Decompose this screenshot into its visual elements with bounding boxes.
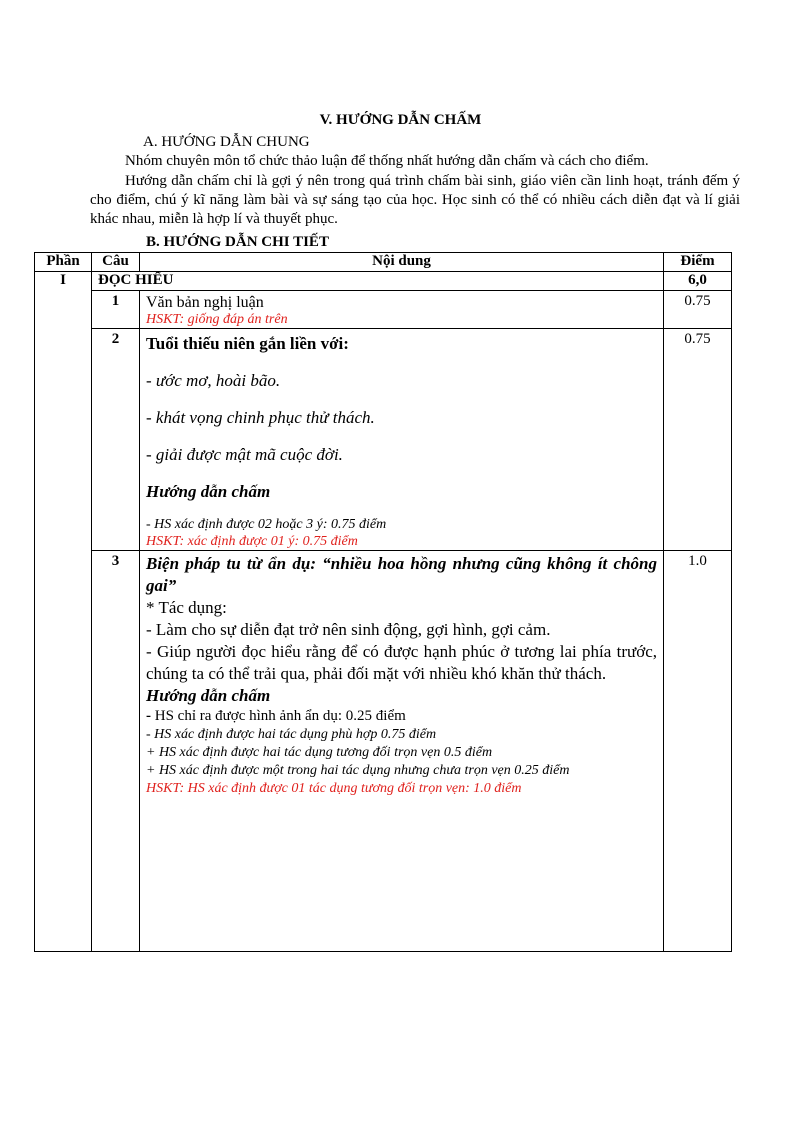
question-3-effect-title: * Tác dụng:: [146, 598, 227, 617]
question-1-number: 1: [92, 291, 140, 329]
table-row: [35, 291, 732, 329]
paragraph-1: [90, 152, 740, 171]
question-3-score: 1.0: [664, 551, 732, 952]
guide-bullet: -: [146, 708, 155, 724]
question-3-number: 3: [92, 551, 140, 952]
part-number: I: [35, 272, 92, 952]
question-3-content: [140, 551, 664, 952]
question-3-guide-1-text: HS chỉ ra được hình ảnh ẩn dụ: 0.25 điểm: [154, 708, 406, 724]
part-score: 6,0: [664, 272, 732, 291]
question-3-guide-1: [146, 707, 657, 726]
page-title: V. HƯỚNG DẪN CHẤM: [319, 112, 482, 128]
header-score: Điểm: [664, 253, 732, 272]
paragraph-2-text: Hướng dẫn chấm chỉ là gợi ý nên trong quá trình chấm bài sinh, giáo viên cần linh hoạt, tránh đếm ý cho điểm, chú ý kĩ năng làm bài và sự sáng tạo của học. Học sinh có thể có nhiều cách diễn đạt và lí giải khác nhau, miễn là hợp lí và thuyết phục.: [90, 173, 740, 227]
section-a-heading: A. HƯỚNG DẪN CHUNG: [143, 134, 310, 150]
question-3-effect-1: - Làm cho sự diễn đạt trở nên sinh động, gợi hình, gợi cảm.: [146, 620, 551, 639]
question-1-answer: Văn bản nghị luận: [146, 294, 264, 311]
part-label: ĐỌC HIỂU: [92, 272, 664, 291]
question-2-number: 2: [92, 329, 140, 551]
question-3-guide-2: - HS xác định được hai tác dụng phù hợp 0.75 điểm: [146, 727, 437, 742]
question-2-item-1: - ước mơ, hoài bão.: [146, 371, 281, 390]
question-2-hskt: HSKT: xác định được 01 ý: 0.75 điểm: [146, 534, 358, 549]
header-question: Câu: [92, 253, 140, 272]
table-header-row: [35, 253, 732, 272]
header-content: Nội dung: [140, 253, 664, 272]
paragraph-2: [90, 172, 740, 229]
grading-table: [34, 252, 732, 952]
question-3-guide-3: + HS xác định được hai tác dụng tương đối trọn vẹn 0.5 điểm: [146, 745, 493, 760]
table-row: [35, 329, 732, 551]
question-1-content: [140, 291, 664, 329]
question-3-hskt: HSKT: HS xác định được 01 tác dụng tương đối trọn vẹn: 1.0 điểm: [146, 781, 522, 796]
question-1-score: 0.75: [664, 291, 732, 329]
table-row: [35, 551, 732, 952]
header-part: Phần: [35, 253, 92, 272]
question-3-effect-2: - Giúp người đọc hiểu rằng để có được hạnh phúc ở tương lai phía trước, chúng ta có thể trải qua, phải đối mặt với nhiều khó khăn thử thách.: [146, 642, 657, 683]
section-b-heading: B. HƯỚNG DẪN CHI TIẾT: [146, 234, 329, 250]
question-2-item-2: - khát vọng chinh phục thử thách.: [146, 408, 375, 427]
question-2-guide: - HS xác định được 02 hoặc 3 ý: 0.75 điểm: [146, 517, 387, 532]
question-2-guide-title: Hướng dẫn chấm: [146, 482, 271, 501]
question-3-lead: Biện pháp tu từ ẩn dụ: “nhiều hoa hồng nhưng cũng không ít chông gai”: [146, 554, 657, 595]
question-2-item-3: - giải được mật mã cuộc đời.: [146, 445, 343, 464]
question-2-lead: Tuổi thiếu niên gắn liền với:: [146, 334, 349, 353]
question-2-score: 0.75: [664, 329, 732, 551]
question-3-guide-4: + HS xác định được một trong hai tác dụng nhưng chưa trọn vẹn 0.25 điểm: [146, 763, 570, 778]
question-2-content: [140, 329, 664, 551]
question-3-guide-title: Hướng dẫn chấm: [146, 686, 271, 705]
question-1-hskt: HSKT: giống đáp án trên: [146, 312, 288, 327]
paragraph-1-text: Nhóm chuyên môn tổ chức thảo luận để thống nhất hướng dẫn chấm và cách cho điểm.: [125, 153, 649, 169]
part-row: [35, 272, 732, 291]
